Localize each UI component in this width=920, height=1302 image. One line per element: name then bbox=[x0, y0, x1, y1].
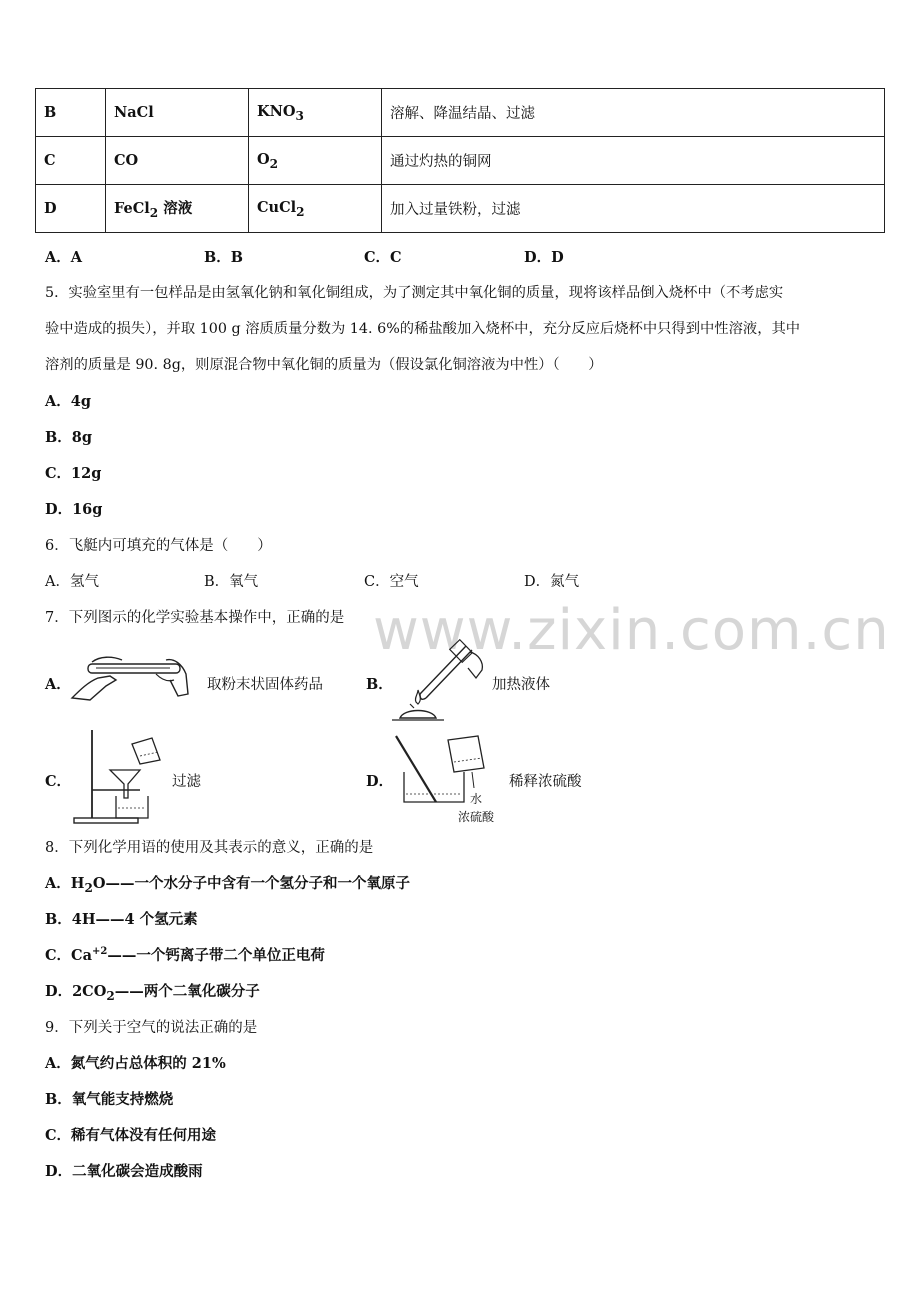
q5-option-a: A．4g bbox=[45, 393, 91, 410]
table-row bbox=[36, 185, 885, 233]
q9-option-c: C．稀有气体没有任何用途 bbox=[45, 1127, 217, 1144]
impurity-cell: CuCl$_2$ bbox=[249, 185, 382, 233]
q9-stem: 9．下列关于空气的说法正确的是 bbox=[45, 1020, 258, 1036]
q7-option-b-label: B． bbox=[366, 676, 393, 693]
method-cell: 加入过量铁粉，过滤 bbox=[382, 185, 885, 233]
q8-option-d: D．$2CO_2——$两个二氧化碳分子 bbox=[45, 983, 260, 1003]
options-table bbox=[35, 88, 885, 233]
impurity-cell: $O_2$ bbox=[249, 137, 382, 185]
row-label: B bbox=[36, 89, 106, 137]
q4-option-b: B．B bbox=[204, 249, 244, 266]
substance-cell: FeCl$_2$ 溶液 bbox=[106, 185, 249, 233]
table-row bbox=[36, 89, 885, 137]
row-label: C bbox=[36, 137, 106, 185]
q9-option-a: A．氮气约占总体积的 21% bbox=[45, 1055, 226, 1072]
q8-option-a: A．$H_2O——$一个水分子中含有一个氢分子和一个氧原子 bbox=[45, 875, 410, 895]
watermark: www.zixin.com.cn bbox=[373, 598, 890, 663]
q7-option-a-text: 取粉末状固体药品 bbox=[207, 677, 323, 693]
acid-label: 浓硫酸 bbox=[458, 810, 495, 824]
q9-option-b: B．氧气能支持燃烧 bbox=[45, 1091, 174, 1108]
q7-option-c-label: C． bbox=[45, 773, 72, 790]
q5-stem-line: 验中造成的损失），并取 100 g 溶质质量分数为 14. 6%的稀盐酸加入烧杯中，充分反应后烧杯中只得到中性溶液，其中 bbox=[45, 321, 801, 337]
substance-cell: NaCl bbox=[106, 89, 249, 137]
water-label: 水 bbox=[470, 792, 483, 806]
q6-option-d: D．氮气 bbox=[524, 574, 580, 590]
powder-sampling-illustration bbox=[70, 650, 190, 706]
q7-option-a-label: A． bbox=[45, 676, 71, 693]
substance-cell: CO bbox=[106, 137, 249, 185]
q4-option-d: D．D bbox=[524, 249, 564, 266]
q7-option-b-text: 加热液体 bbox=[492, 677, 550, 693]
q5-option-d: D．16g bbox=[45, 501, 103, 518]
impurity-cell: $KNO_3$ bbox=[249, 89, 382, 137]
q8-option-c: C．$Ca^{+2}——$一个钙离子带二个单位正电荷 bbox=[45, 946, 325, 964]
diluting-acid-illustration bbox=[392, 732, 502, 804]
q7-option-c-text: 过滤 bbox=[172, 774, 201, 790]
q7-option-d-label: D． bbox=[366, 773, 394, 790]
q6-option-b: B．氧气 bbox=[204, 574, 259, 590]
q6-option-c: C．空气 bbox=[364, 574, 419, 590]
q5-stem-line: 溶剂的质量是 90. 8g，则原混合物中氧化铜的质量为（假设氯化铜溶液为中性）（ ） bbox=[45, 357, 603, 373]
method-cell: 溶解、降温结晶、过滤 bbox=[382, 89, 885, 137]
q5-option-b: B．8g bbox=[45, 429, 92, 446]
q8-option-b: B．4H——4 个氢元素 bbox=[45, 911, 198, 928]
q7-option-d-text: 稀释浓硫酸 bbox=[509, 774, 582, 790]
row-label: D bbox=[36, 185, 106, 233]
q9-option-d: D．二氧化碳会造成酸雨 bbox=[45, 1163, 203, 1180]
q4-option-c: C．C bbox=[364, 249, 402, 266]
heating-liquid-illustration bbox=[388, 638, 488, 722]
q4-option-a: A．A bbox=[45, 249, 83, 266]
q8-stem: 8．下列化学用语的使用及其表示的意义，正确的是 bbox=[45, 840, 374, 856]
table-row bbox=[36, 137, 885, 185]
method-cell: 通过灼热的铜网 bbox=[382, 137, 885, 185]
q6-stem: 6．飞艇内可填充的气体是（ ） bbox=[45, 538, 272, 554]
q7-stem: 7．下列图示的化学实验基本操作中，正确的是 bbox=[45, 610, 345, 626]
q6-option-a: A．氢气 bbox=[45, 574, 99, 590]
filtration-illustration bbox=[70, 728, 170, 826]
q5-option-c: C．12g bbox=[45, 465, 102, 482]
q5-stem-line: 5．实验室里有一包样品是由氢氧化钠和氧化铜组成，为了测定其中氧化铜的质量，现将该样品倒入烧杯中（不考虑实 bbox=[45, 285, 784, 301]
